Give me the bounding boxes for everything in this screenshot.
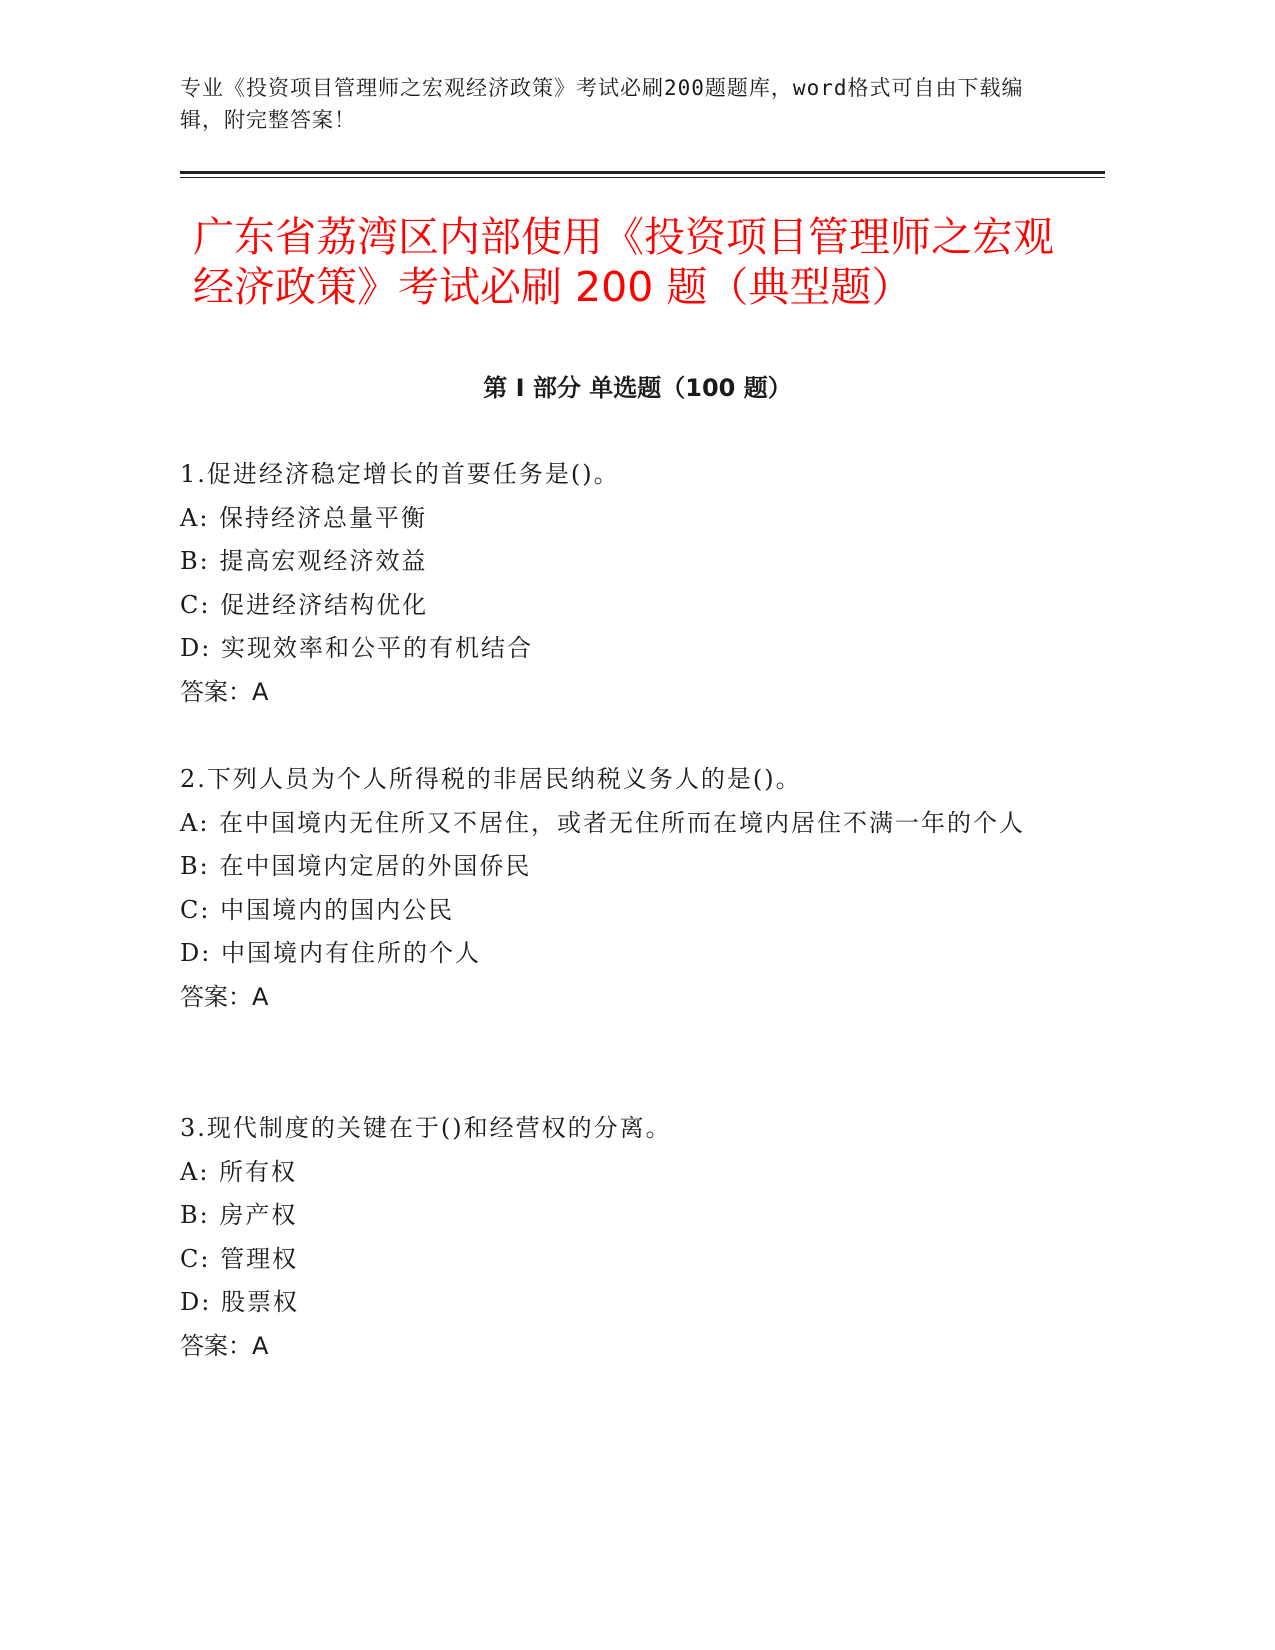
answer-label: 答案：: [180, 982, 252, 1011]
section-heading: 第 I 部分 单选题（100 题）: [483, 374, 792, 402]
header-divider-thin: [180, 177, 1105, 178]
answer-label: 答案：: [180, 677, 252, 706]
answer: [180, 671, 1050, 715]
question-stem: 3.现代制度的关键在于()和经营权的分离。: [180, 1114, 672, 1142]
answer-value: A: [252, 1331, 269, 1360]
option-b: B: 提高宏观经济效益: [180, 547, 428, 575]
answer-value: A: [252, 982, 269, 1011]
answer-label: 答案：: [180, 1331, 252, 1360]
header-divider-thick: [180, 171, 1105, 174]
option-b: B: 房产权: [180, 1201, 298, 1229]
option-c: C: 促进经济结构优化: [180, 590, 429, 619]
question-2: [180, 758, 1050, 1019]
document-title: 广东省荔湾区内部使用《投资项目管理师之宏观经济政策》考试必刷 200 题（典型题）: [193, 213, 1054, 311]
answer: [180, 976, 1050, 1020]
option-b: B: 在中国境内定居的外国侨民: [180, 852, 532, 880]
option-d: D: 股票权: [180, 1288, 299, 1316]
option-c: C: 中国境内的国内公民: [180, 895, 455, 924]
option-d: D: 中国境内有住所的个人: [180, 939, 481, 967]
question-stem: 1.促进经济稳定增长的首要任务是()。: [180, 460, 620, 488]
answer-value: A: [252, 677, 269, 706]
option-a: A: 所有权: [180, 1157, 298, 1186]
question-3: [180, 1107, 1050, 1368]
header-note: 专业《投资项目管理师之宏观经济政策》考试必刷200题题库，word格式可自由下载编辑，附完整答案！: [180, 76, 1024, 132]
option-c: C: 管理权: [180, 1244, 299, 1273]
option-d: D: 实现效率和公平的有机结合: [180, 634, 533, 662]
option-a: A: 在中国境内无住所又不居住，或者无住所而在境内居住不满一年的个人: [180, 808, 1026, 837]
question-stem: 2.下列人员为个人所得税的非居民纳税义务人的是()。: [180, 765, 802, 793]
option-a: A: 保持经济总量平衡: [180, 503, 428, 532]
question-1: [180, 453, 1050, 714]
answer: [180, 1325, 1050, 1369]
